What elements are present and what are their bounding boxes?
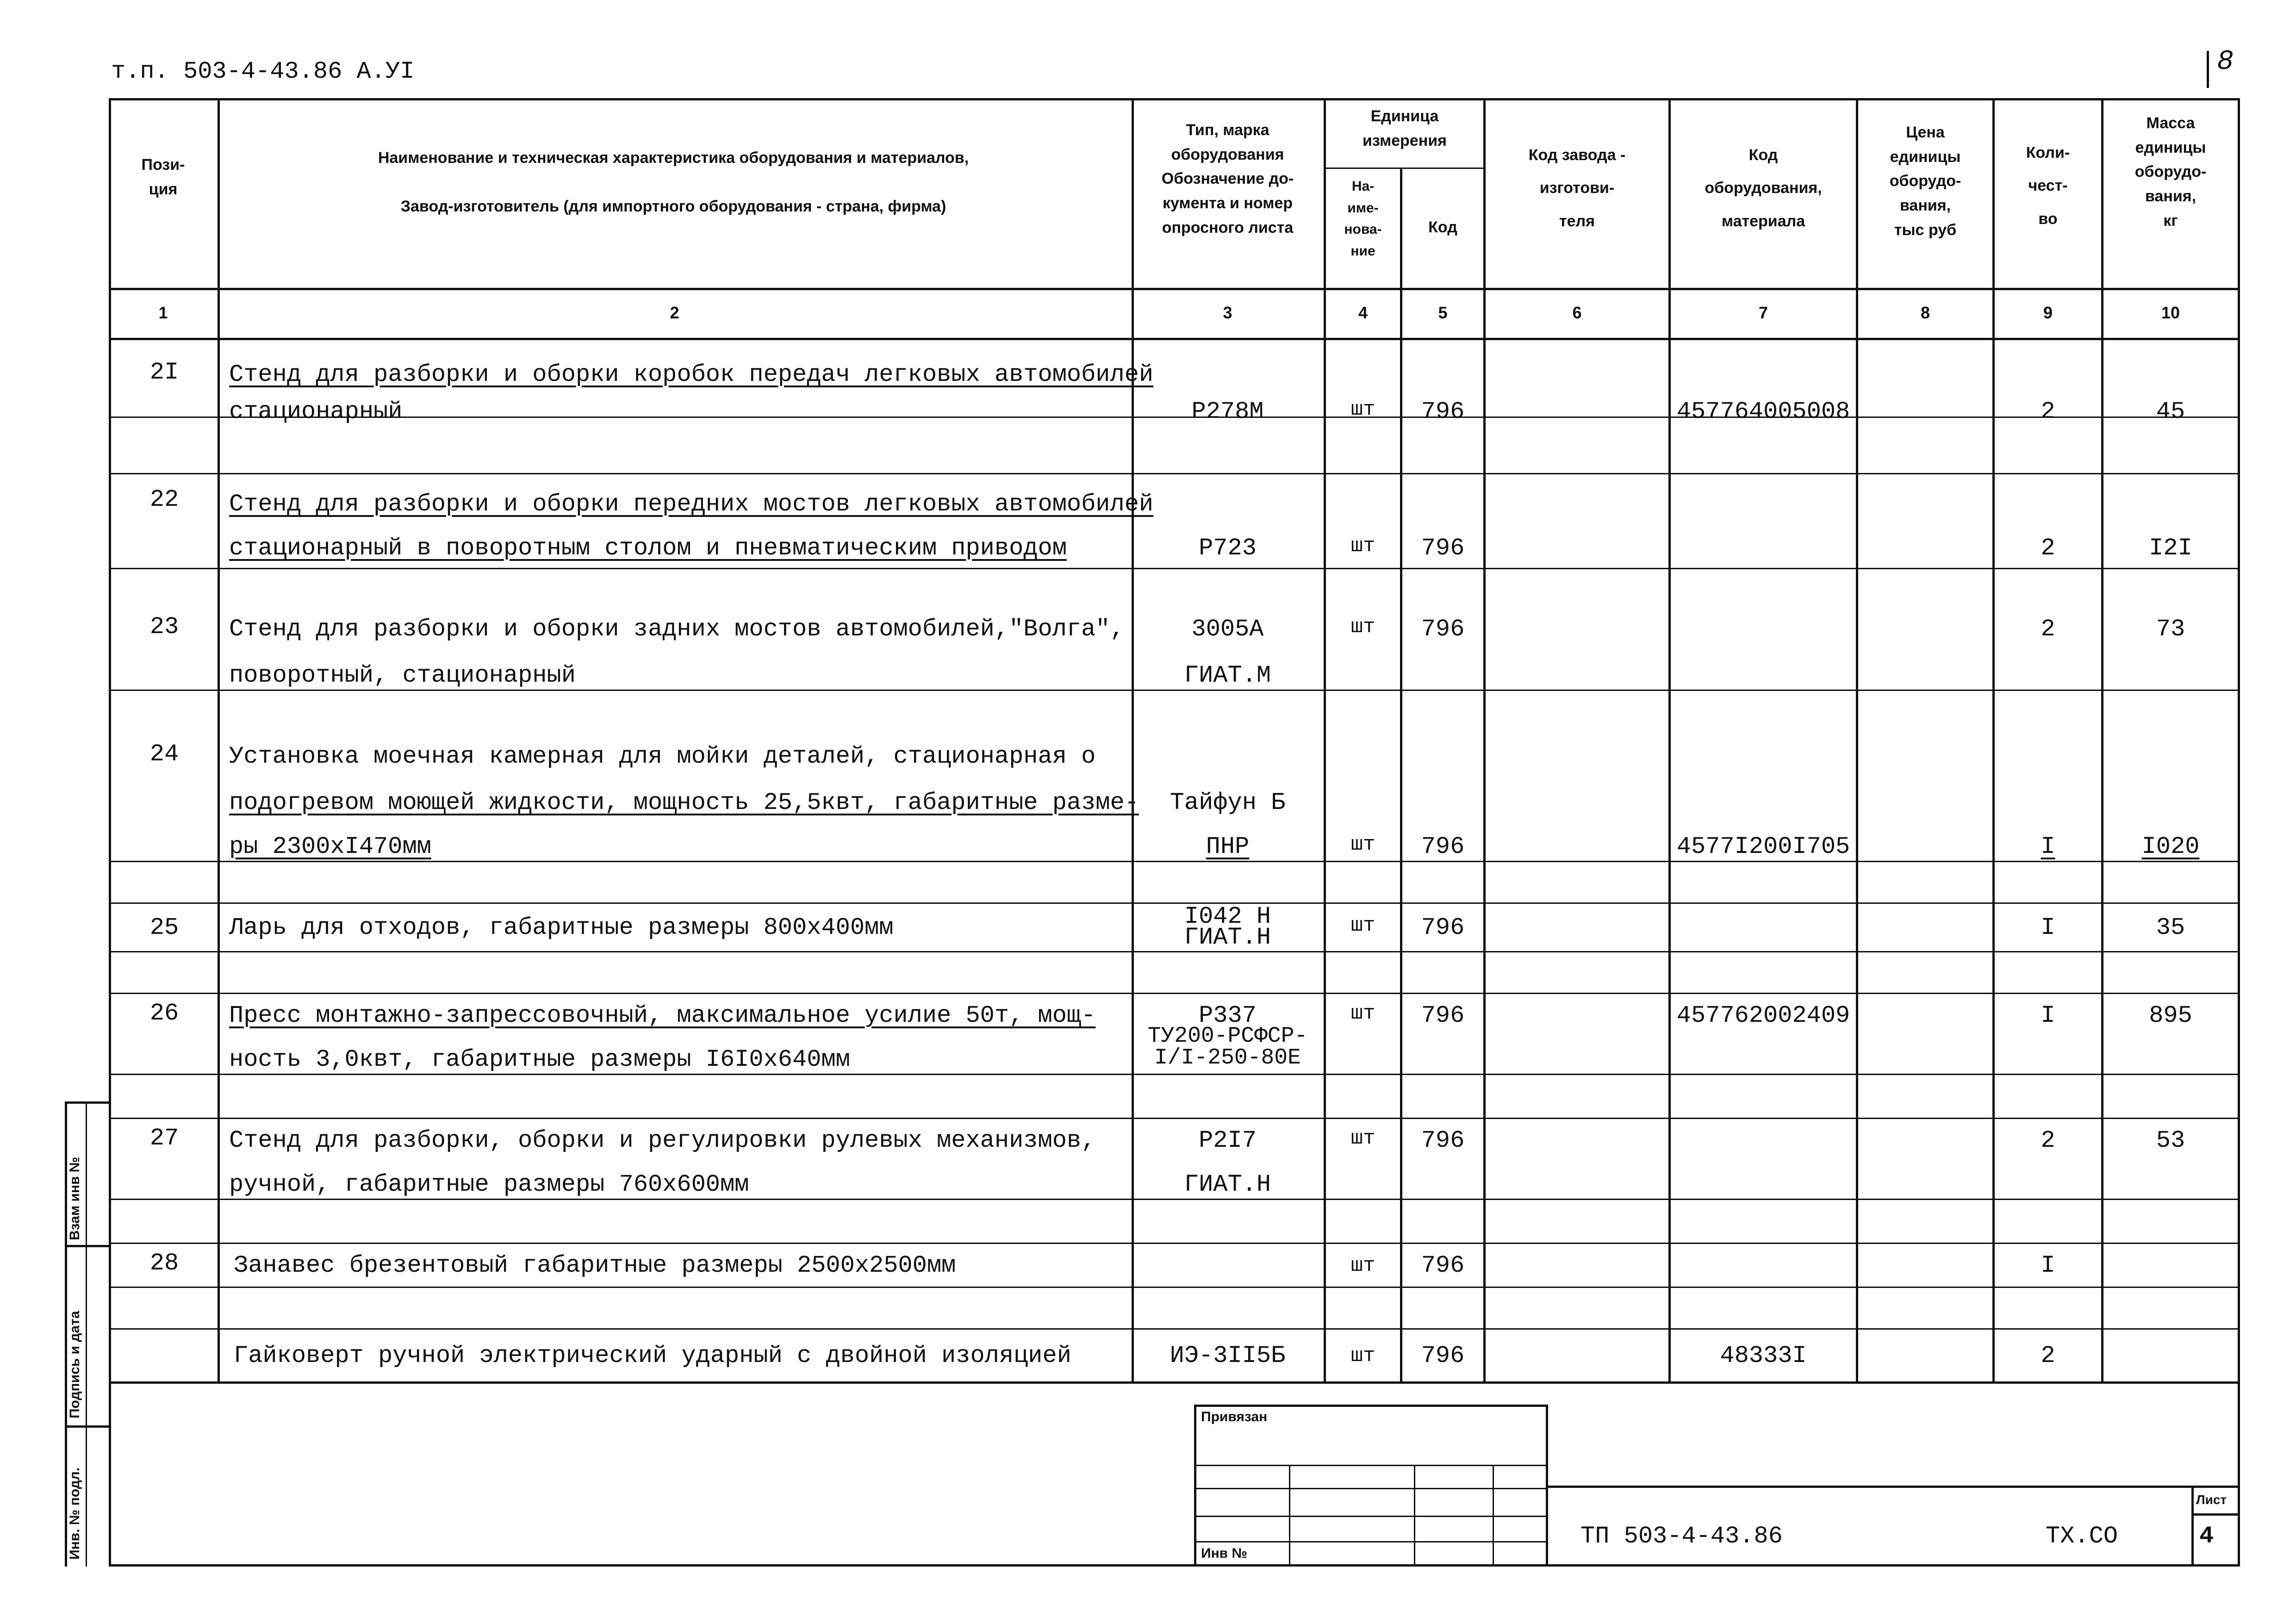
row-mass: 73 <box>2156 616 2185 643</box>
stamp-privyazan: Привязан <box>1201 1409 1268 1424</box>
row-type: Р2I7 <box>1199 1127 1257 1154</box>
row-unit: шт <box>1350 1254 1375 1277</box>
header-name-line2: Завод-изготовитель (для импортного оборудования - страна, фирма) <box>400 198 946 215</box>
col-num-4: 4 <box>1358 303 1368 322</box>
row-position: 2I <box>149 359 179 386</box>
row-name-line: Гайковерт ручной электрический ударный с двойной изоляцией <box>234 1342 1071 1369</box>
header-unit-code: Код <box>1428 218 1457 236</box>
row-type-doc: ГИАТ.М <box>1184 662 1271 689</box>
row-quantity: I <box>2041 1252 2055 1279</box>
row-equipment-code: 4577I200I705 <box>1676 833 1850 860</box>
row-equipment-code: 457764005008 <box>1676 398 1850 425</box>
row-position: 26 <box>149 1000 179 1027</box>
header-type: Тип, марка оборудования Обозначение до- кумента и номер опросного листа <box>1161 121 1294 236</box>
row-mass: 35 <box>2156 914 2185 941</box>
col-num-7: 7 <box>1758 303 1768 322</box>
col-num-3: 3 <box>1223 303 1232 322</box>
row-name-line: стационарный <box>229 398 403 425</box>
row-unit-code: 796 <box>1421 1342 1465 1369</box>
row-name-line: ность 3,0квт, габаритные размеры I6I0x640мм <box>229 1046 850 1073</box>
row-name-line: Стенд для разборки и оборки задних мостов автомобилей,"Волга", <box>229 616 1125 643</box>
row-type-doc: ПНР <box>1206 833 1250 860</box>
row-position: 25 <box>149 914 179 941</box>
col-num-9: 9 <box>2043 303 2053 322</box>
row-type: Р337 <box>1199 1002 1257 1029</box>
row-unit: шт <box>1350 1002 1375 1025</box>
row-name-line: ры 2300xI470мм <box>229 833 431 860</box>
header-unit-name: На- име- нова- ние <box>1344 179 1382 259</box>
header-equipment-code: Код оборудования, материала <box>1705 146 1822 230</box>
row-equipment-code: 48333I <box>1720 1342 1807 1369</box>
row-quantity: 2 <box>2041 616 2055 643</box>
row-unit-code: 796 <box>1421 1127 1465 1154</box>
stamp-doc-number: ТП 503-4-43.86 <box>1580 1523 1783 1550</box>
row-unit-code: 796 <box>1421 1252 1465 1279</box>
col-num-2: 2 <box>670 303 679 322</box>
row-unit: шт <box>1350 1127 1375 1150</box>
row-quantity: 2 <box>2041 398 2055 425</box>
row-quantity: 2 <box>2041 1127 2055 1154</box>
row-name-line: подогревом моющей жидкости, мощность 25,5квт, габаритные разме- <box>229 789 1139 816</box>
row-type: ИЭ-3II5Б <box>1170 1342 1286 1369</box>
row-name-line: поворотный, стационарный <box>229 662 576 689</box>
row-unit: шт <box>1350 914 1375 937</box>
page-number: 8 <box>2217 46 2234 78</box>
row-unit: шт <box>1350 616 1375 639</box>
row-quantity: 2 <box>2041 1342 2055 1369</box>
col-num-8: 8 <box>1920 303 1930 322</box>
row-position: 27 <box>149 1125 179 1152</box>
row-name-line: Стенд для разборки и оборки передних мостов легковых автомобилей <box>229 491 1154 518</box>
header-unit: Единица измерения <box>1363 107 1447 149</box>
row-quantity: I <box>2041 833 2055 860</box>
row-mass: I020 <box>2141 833 2200 860</box>
row-unit-code: 796 <box>1421 1002 1465 1029</box>
row-unit-code: 796 <box>1421 833 1465 860</box>
row-type-doc: ГИАТ.Н <box>1184 924 1271 951</box>
row-unit: шт <box>1350 535 1375 558</box>
row-name-line: Ларь для отходов, габаритные размеры 800x400мм <box>229 914 894 941</box>
row-name-line: ручной, габаритные размеры 760x600мм <box>229 1171 749 1198</box>
page-number-bar <box>2207 51 2209 88</box>
header-mass: Масса единицы оборудо- вания, кг <box>2134 114 2207 230</box>
row-name-line: Стенд для разборки и оборки коробок передач легковых автомобилей <box>229 361 1154 388</box>
row-unit: шт <box>1350 398 1375 421</box>
row-type-doc: I/I-250-80Е <box>1154 1045 1301 1070</box>
col-num-10: 10 <box>2161 303 2180 322</box>
col-num-1: 1 <box>158 303 168 322</box>
row-position: 23 <box>149 613 179 640</box>
row-mass: 895 <box>2149 1002 2192 1029</box>
document-code: т.п. 503-4-43.86 А.УI <box>111 58 415 85</box>
row-unit: шт <box>1350 1344 1375 1368</box>
stamp-list-label: Лист <box>2196 1492 2227 1507</box>
stamp-sheet-code: ТХ.СО <box>2046 1523 2118 1550</box>
row-name-line: Установка моечная камерная для мойки деталей, стационарная о <box>229 743 1096 770</box>
row-mass: 53 <box>2156 1127 2185 1154</box>
row-name-line: Пресс монтажно-запрессовочный, максимальное усилие 50т, мощ- <box>229 1002 1096 1029</box>
row-position: 22 <box>149 486 179 513</box>
side-label-sign: Подпись и дата <box>67 1311 82 1418</box>
row-unit-code: 796 <box>1421 616 1465 643</box>
stamp-inv-no: Инв № <box>1201 1546 1247 1561</box>
row-unit: шт <box>1350 833 1375 856</box>
row-mass: 45 <box>2156 398 2185 425</box>
header-factory-code: Код завода - изготови- теля <box>1528 146 1626 230</box>
side-label-inv: Взам инв № <box>67 1157 82 1240</box>
row-unit-code: 796 <box>1421 914 1465 941</box>
header-quantity: Коли- чест- во <box>2026 144 2070 228</box>
header-name-line1: Наименование и техническая характеристика оборудования и материалов, <box>378 149 969 167</box>
row-type: 3005А <box>1191 616 1264 643</box>
row-position: 24 <box>149 740 179 768</box>
header-price: Цена единицы оборудо- вания, тыс руб <box>1889 124 1961 239</box>
col-num-6: 6 <box>1572 303 1582 322</box>
row-name-line: Стенд для разборки, оборки и регулировки рулевых механизмов, <box>229 1127 1096 1154</box>
row-unit-code: 796 <box>1421 535 1465 562</box>
row-type: I042 Н <box>1184 903 1271 930</box>
stamp-list-number: 4 <box>2199 1523 2214 1550</box>
col-num-5: 5 <box>1438 303 1448 322</box>
row-quantity: I <box>2041 914 2055 941</box>
row-unit-code: 796 <box>1421 398 1465 425</box>
header-position: Пози- ция <box>141 156 185 198</box>
row-type-doc: ГИАТ.Н <box>1184 1171 1271 1198</box>
row-position: 28 <box>149 1250 179 1277</box>
side-label-inv-orig: Инв. № подл. <box>67 1467 82 1560</box>
row-name-line: стационарный в поворотным столом и пневматическим приводом <box>229 535 1067 562</box>
row-name-line: Занавес брезентовый габаритные размеры 2500x2500мм <box>234 1252 956 1279</box>
row-mass: I2I <box>2149 535 2192 562</box>
row-type: Тайфун Б <box>1170 789 1286 816</box>
row-type-doc: ТУ200-РСФСР- <box>1147 1024 1308 1049</box>
row-type: Р278М <box>1191 398 1264 425</box>
row-type: Р723 <box>1199 535 1257 562</box>
row-quantity: I <box>2041 1002 2055 1029</box>
row-equipment-code: 457762002409 <box>1676 1002 1850 1029</box>
row-quantity: 2 <box>2041 535 2055 562</box>
